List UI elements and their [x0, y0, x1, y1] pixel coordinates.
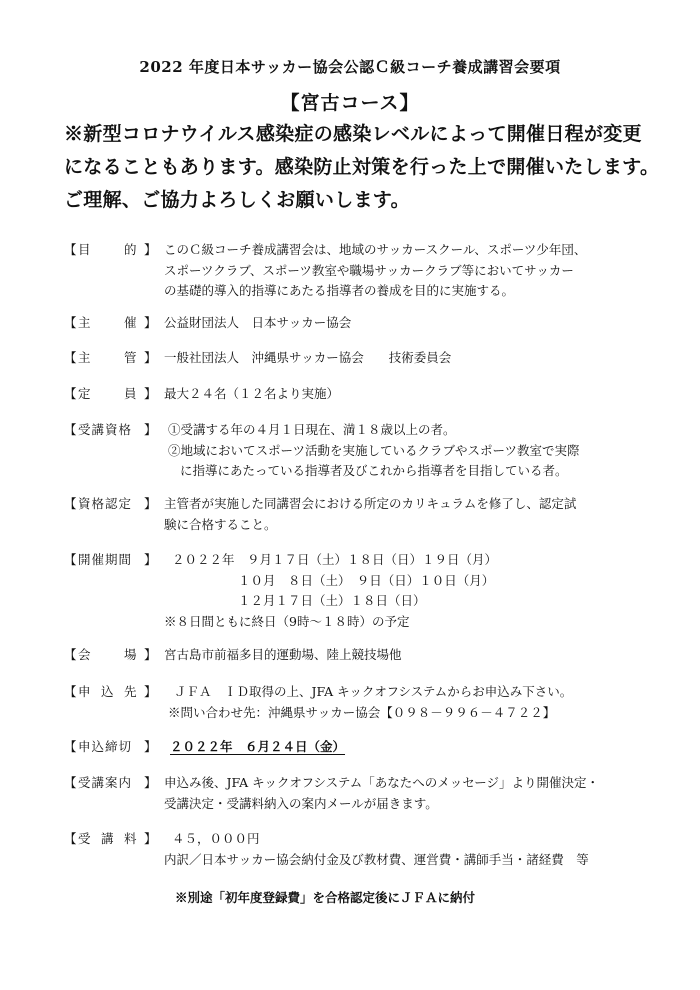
content-line: 最大２４名（１２名より実施）	[164, 386, 340, 401]
notice-line: ご理解、ご協力よろしくお願いします。	[64, 189, 410, 211]
content-line: １０月 ８日（土） ９日（日）１０日（月）	[238, 572, 495, 588]
content-line: 宮古島市前福多目的運動場、陸上競技場他	[164, 647, 402, 662]
course-name: 【宮古コース】	[280, 92, 420, 114]
section-content	[164, 682, 674, 723]
notice-line: ※新型コロナウイルス感染症の感染レベルによって開催日程が変更	[64, 123, 642, 145]
content-line: ＪＦＡ ＩＤ取得の上、JFA キックオフシステムからお申込み下さい。	[174, 684, 573, 699]
content-line: ４５，０００円	[172, 831, 260, 846]
deadline-date: ２０２２年 ６月２４日（金）	[170, 739, 346, 754]
content-line: ②地域においてスポーツ活動を実施しているクラブやスポーツ教室で実際	[168, 442, 580, 458]
registration-fee-note: ※別途「初年度登録費」を合格認定後にＪＦＡに納付	[175, 890, 476, 905]
content-line: 験に合格すること。	[164, 516, 277, 532]
section-content	[164, 384, 674, 405]
content-line: １２月１７日（土）１８日（日）	[238, 593, 426, 608]
section-content	[164, 645, 674, 666]
section-content	[164, 550, 674, 632]
content-line: 申込み後、JFA キックオフシステム「あなたへのメッセージ」より開催決定・	[164, 775, 599, 790]
section-content	[164, 773, 674, 814]
section-content	[168, 420, 678, 482]
document-title: 2022 年度日本サッカー協会公認Ｃ級コーチ養成講習会要項	[139, 58, 561, 76]
content-line: このＣ級コーチ養成講習会は、地域のサッカースクール、スポーツ少年団、	[164, 242, 587, 257]
content-line	[164, 737, 674, 758]
covid-notice	[64, 118, 664, 217]
content-line: 主管者が実施した同講習会における所定のカリキュラムを修了し、認定試	[164, 496, 577, 511]
content-line: ①受講する年の４月１日現在、満１８歳以上の者。	[168, 422, 456, 437]
content-line: の基礎的導入的指導にあたる指導者の養成を目的に実施する。	[164, 283, 515, 298]
section-content	[164, 737, 674, 758]
content-line: 一般社団法人 沖縄県サッカー協会 技術委員会	[164, 350, 452, 365]
section-content	[164, 494, 674, 535]
content-line: 公益財団法人 日本サッカー協会	[164, 315, 352, 330]
content-line: 受講決定・受講料納入の案内メールが届きます。	[164, 795, 438, 811]
content-line: ※問い合わせ先：沖縄県サッカー協会【０９８－９９６－４７２２】	[168, 704, 556, 720]
section-content	[164, 240, 674, 302]
section-content	[164, 313, 674, 334]
content-line: ２０２２年 ９月１７日（土）１８日（日）１９日（月）	[172, 552, 498, 567]
content-line: スポーツクラブ、スポーツ教室や職場サッカークラブ等においてサッカー	[164, 262, 574, 278]
content-line: に指導にあたっている指導者及びこれから指導者を目指している者。	[180, 463, 568, 478]
content-line: 内訳／日本サッカー協会納付金及び教材費、運営費・講師手当・諸経費 等	[164, 851, 589, 867]
document-page: 2022 年度日本サッカー協会公認Ｃ級コーチ養成講習会要項 【宮古コース】 ※新型コロナウイルス感染症の感染レベルによって開催日程が変更 になることもあります。感染防止対策を行った上で開催いたします。 ご理解、ご協力よろしくお願いします。 【 目 的 】 このＣ級コーチ養成講習会は、地域のサッカースクール、スポーツ少年団、 スポーツクラブ、スポーツ教室や職場サッカークラブ等においてサッカー の基礎的導入的指導にあたる指導者の養成を目的に実施する。 【 主 催 】 公益財団法人 日本サッカー協会 【 主 管 】 一般社団法人 沖縄県サッカー協会 技術委員会 【 定 員 】 最大２４名（１２名より実施） 【 受講資格 】 ①受講する年の４月１日現在、満１８歳以上の者。 ②地域においてスポーツ活動を実施しているクラブやスポーツ教室で実際 に指導にあたっている指導者及びこれから指導者を目指している者。 【 資格認定 】 主管者が実施した同講習会における所定のカリキュラムを修了し、認定試 験に合格すること。 【 開催期間 】 ２０２２年 ９月１７日（土）１８日（日）１９日（月） １０月 ８日（土） ９日（日）１０日（月） １２月１７日（土）１８日（日） ※８日間ともに終日（9時～１８時）の予定 【 会 場 】 宮古島市前福多目的運動場、陸上競技場他 【 申 込 先 】 ＪＦＡ ＩＤ取得の上、JFA キックオフシステムからお申込み下さい。 ※問い合わせ先：沖縄県サッカー協会【０９８－９９６－４７２２】 【 申込締切 】 ２０２２年 ６月２４日（金） 【 受講案内 】 申込み後、JFA キックオフシステム「あなたへのメッセージ」より開催決定・ 受講決定・受講料納入の案内メールが届きます。 【 受 講 料 】 ４５，０００円 内訳／日本サッカー協会納付金及び教材費、運営費・講師手当・諸経費 等 ※別途「初年度登録費」を合格認定後にＪＦＡに納付	[0, 0, 700, 990]
section-content	[164, 348, 674, 369]
notice-line: になることもあります。感染防止対策を行った上で開催いたします。	[64, 156, 660, 178]
content-line: ※８日間ともに終日（9時～１８時）の予定	[164, 613, 410, 629]
section-content	[164, 829, 674, 870]
